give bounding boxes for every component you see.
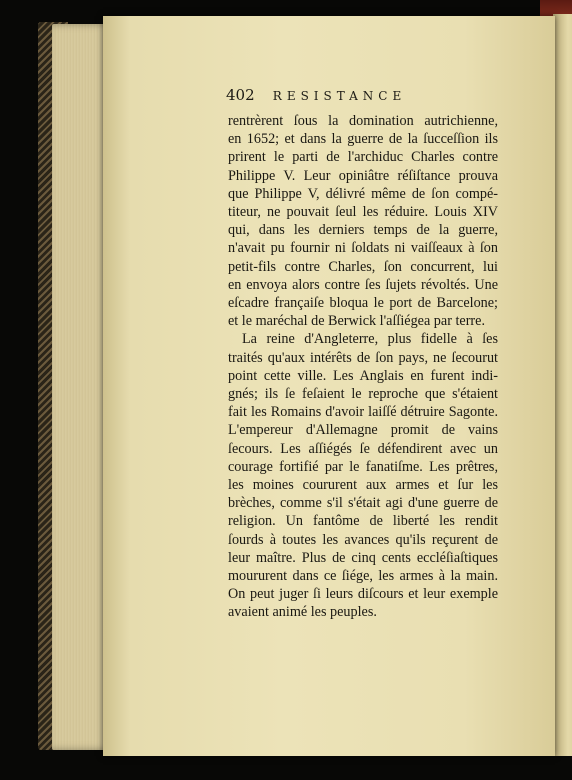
- text-line: rentrèrent ſous la domination autrichienne,: [228, 113, 498, 129]
- text-line: eſcadre françaiſe bloqua le port de Barcelone;: [228, 295, 498, 312]
- text-line: courage fortifié par le fanatiſme. Les prêtres,: [228, 458, 498, 475]
- text-line: Philippe V. Leur opiniâtre réſiſtance prouva: [228, 167, 498, 184]
- text-line: titeur, ne pouvait ſeul les réduire. Louis XIV: [228, 204, 498, 221]
- text-line: ſecours. Les aſſiégés ſe défendirent avec un: [228, 440, 498, 457]
- text-line: gnés; ils ſe feſaient le reproche que s'étaient: [228, 386, 498, 403]
- text-line: n'avait pu fournir ni ſoldats ni vaiſſeaux à ſon: [228, 240, 498, 257]
- text-line: L'empereur d'Allemagne promit de vains: [228, 422, 498, 439]
- text-line: On peut juger ſi leurs diſcours et leur exemple: [228, 586, 498, 603]
- text-line: que Philippe V, délivré même de ſon compé-: [228, 185, 498, 202]
- text-line: fait les Romains d'avoir laiſſé détruire Sagonte.: [228, 404, 498, 421]
- facing-page-edge: [553, 14, 572, 756]
- page-edges: [52, 24, 110, 750]
- text-line: qui, dans les derniers temps de la guerre,: [228, 222, 498, 239]
- text-line: en 1652; et dans la guerre de la ſucceſſion ils: [228, 131, 498, 148]
- text-line: moururent dans ce ſiége, les armes à la main.: [228, 568, 498, 585]
- text-line: et le maréchal de Berwick l'aſſiégea par terre.: [228, 313, 485, 330]
- page-header: [226, 86, 506, 104]
- text-line: en envoya alors contre ſes ſujets révoltés. Une: [228, 276, 498, 293]
- text-line: traités qu'aux intérêts de ſon pays, ne ſecourut: [228, 349, 498, 366]
- text-line: leur maître. Plus de cinq cents eccléſiaſtiques: [228, 549, 498, 566]
- text-line: ſourds à toutes les avances qu'ils reçurent de: [228, 531, 498, 548]
- text-line: point cette ville. Les Anglais en furent indi-: [228, 367, 498, 384]
- text-line: avaient animé les peuples.: [228, 604, 377, 621]
- text-line: religion. Un fantôme de liberté les rendit: [228, 513, 498, 530]
- text-line: La reine d'Angleterre, plus fidelle à ſes: [242, 331, 498, 348]
- text-line: brèches, comme s'il s'était agi d'une guerre de: [228, 495, 498, 512]
- text-line: les moines coururent aux armes et ſur les: [228, 477, 498, 494]
- running-head: RESISTANCE: [272, 89, 407, 103]
- page-number: 402: [226, 86, 255, 104]
- text-line: prirent le parti de l'archiduc Charles contre: [228, 149, 498, 166]
- text-line: petit-fils contre Charles, ſon concurrent, lui: [228, 258, 498, 275]
- body-text: [228, 112, 498, 622]
